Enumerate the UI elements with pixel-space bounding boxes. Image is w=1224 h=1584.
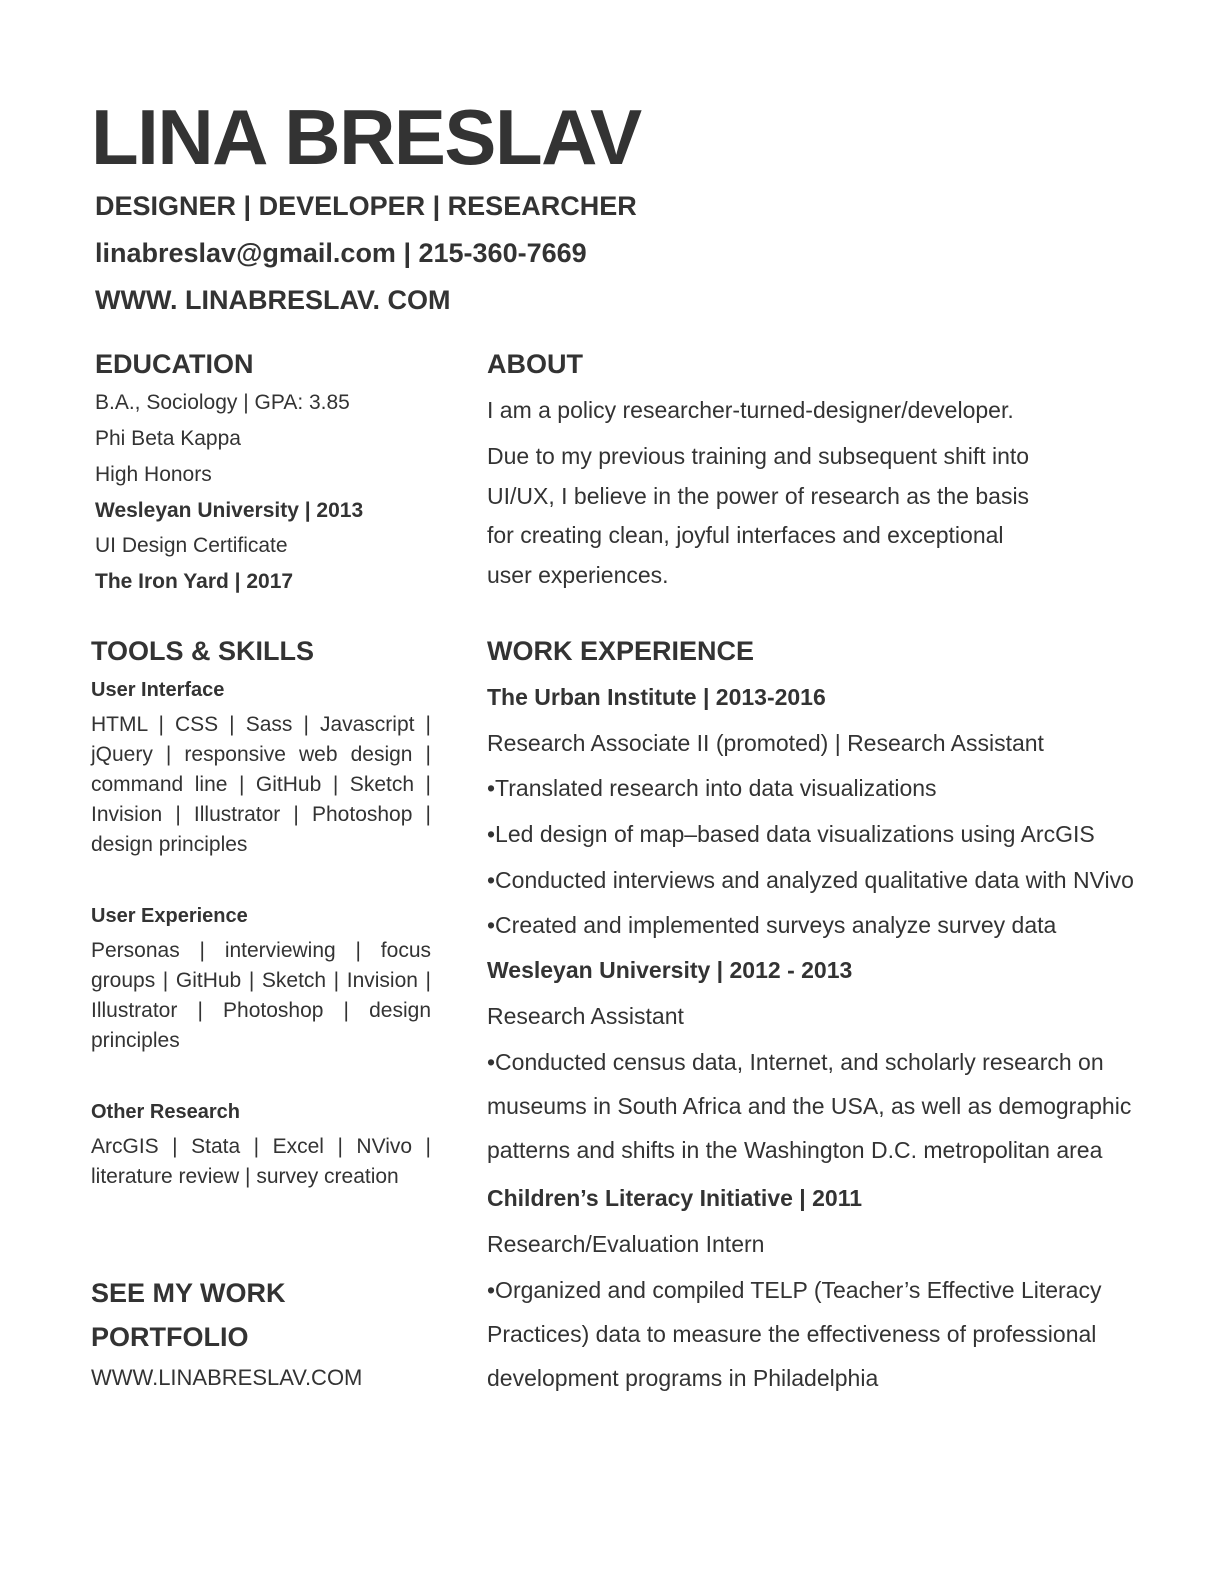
candidate-name: LINA BRESLAV bbox=[91, 93, 641, 181]
about-paragraph-line: Due to my previous training and subsequent shift into bbox=[487, 443, 1030, 469]
job-org: Children’s Literacy Initiative | 2011 bbox=[487, 1185, 863, 1211]
skills-ui-text: HTML | CSS | Sass | Javascript | jQuery | responsive web design | command line | GitHub | Sketch | Invision | Illustrator | Photoshop | design principles bbox=[91, 713, 431, 856]
education-heading: EDUCATION bbox=[95, 349, 254, 379]
about-paragraph-line: user experiences. bbox=[487, 562, 669, 588]
about-paragraph-line: for creating clean, joyful interfaces and exceptional bbox=[487, 522, 1004, 548]
about-heading: ABOUT bbox=[487, 349, 583, 379]
education-honor-pbk: Phi Beta Kappa bbox=[95, 427, 241, 450]
education-school-ironyard: The Iron Yard | 2017 bbox=[95, 570, 294, 593]
skills-heading: TOOLS & SKILLS bbox=[91, 636, 315, 666]
skills-research-text: ArcGIS | Stata | Excel | NVivo | literature review | survey creation bbox=[91, 1135, 431, 1188]
about-intro: I am a policy researcher-turned-designer/developer. bbox=[487, 397, 1014, 423]
education-school-wesleyan: Wesleyan University | 2013 bbox=[95, 499, 364, 522]
roles-line: DESIGNER | DEVELOPER | RESEARCHER bbox=[95, 191, 637, 221]
work-heading: WORK EXPERIENCE bbox=[487, 636, 755, 666]
portfolio-url[interactable]: WWW.LINABRESLAV.COM bbox=[91, 1365, 363, 1390]
job-bullet: •Created and implemented surveys analyze survey data bbox=[487, 912, 1057, 938]
education-honor-high: High Honors bbox=[95, 463, 212, 486]
job-org: Wesleyan University | 2012 - 2013 bbox=[487, 957, 853, 983]
job-role: Research Associate II (promoted) | Research Assistant bbox=[487, 730, 1044, 756]
job-bullet: •Conducted census data, Internet, and scholarly research on museums in South Africa and the USA, as well as demographic patterns and shifts in the Washington D.C. metropolitan area bbox=[487, 1049, 1132, 1163]
website-line[interactable]: WWW. LINABRESLAV. COM bbox=[95, 285, 451, 315]
job-bullet: •Conducted interviews and analyzed qualitative data with NVivo bbox=[487, 867, 1134, 893]
job-bullet: •Led design of map–based data visualizations using ArcGIS bbox=[487, 821, 1095, 847]
job-bullet: •Organized and compiled TELP (Teacher’s Effective Literacy Practices) data to measure the effectiveness of professional development programs in Philadelphia bbox=[487, 1277, 1102, 1391]
skills-ux-text: Personas | interviewing | focus groups | GitHub | Sketch | Invision | Illustrator | Photoshop | design principles bbox=[91, 939, 431, 1052]
about-paragraph-line: UI/UX, I believe in the power of research as the basis bbox=[487, 483, 1030, 509]
skills-ux-title: User Experience bbox=[91, 905, 248, 927]
skills-research-title: Other Research bbox=[91, 1101, 240, 1123]
portfolio-heading-portfolio: PORTFOLIO bbox=[91, 1322, 249, 1352]
job-role: Research Assistant bbox=[487, 1003, 684, 1029]
portfolio-heading-see-my-work: SEE MY WORK bbox=[91, 1278, 286, 1308]
education-certificate: UI Design Certificate bbox=[95, 534, 288, 557]
job-role: Research/Evaluation Intern bbox=[487, 1231, 765, 1257]
job-org: The Urban Institute | 2013-2016 bbox=[487, 684, 826, 710]
education-degree: B.A., Sociology | GPA: 3.85 bbox=[95, 391, 350, 414]
job-bullet: •Translated research into data visualizations bbox=[487, 775, 937, 801]
skills-ui-title: User Interface bbox=[91, 679, 225, 701]
contact-line[interactable]: linabreslav@gmail.com | 215-360-7669 bbox=[95, 238, 587, 268]
